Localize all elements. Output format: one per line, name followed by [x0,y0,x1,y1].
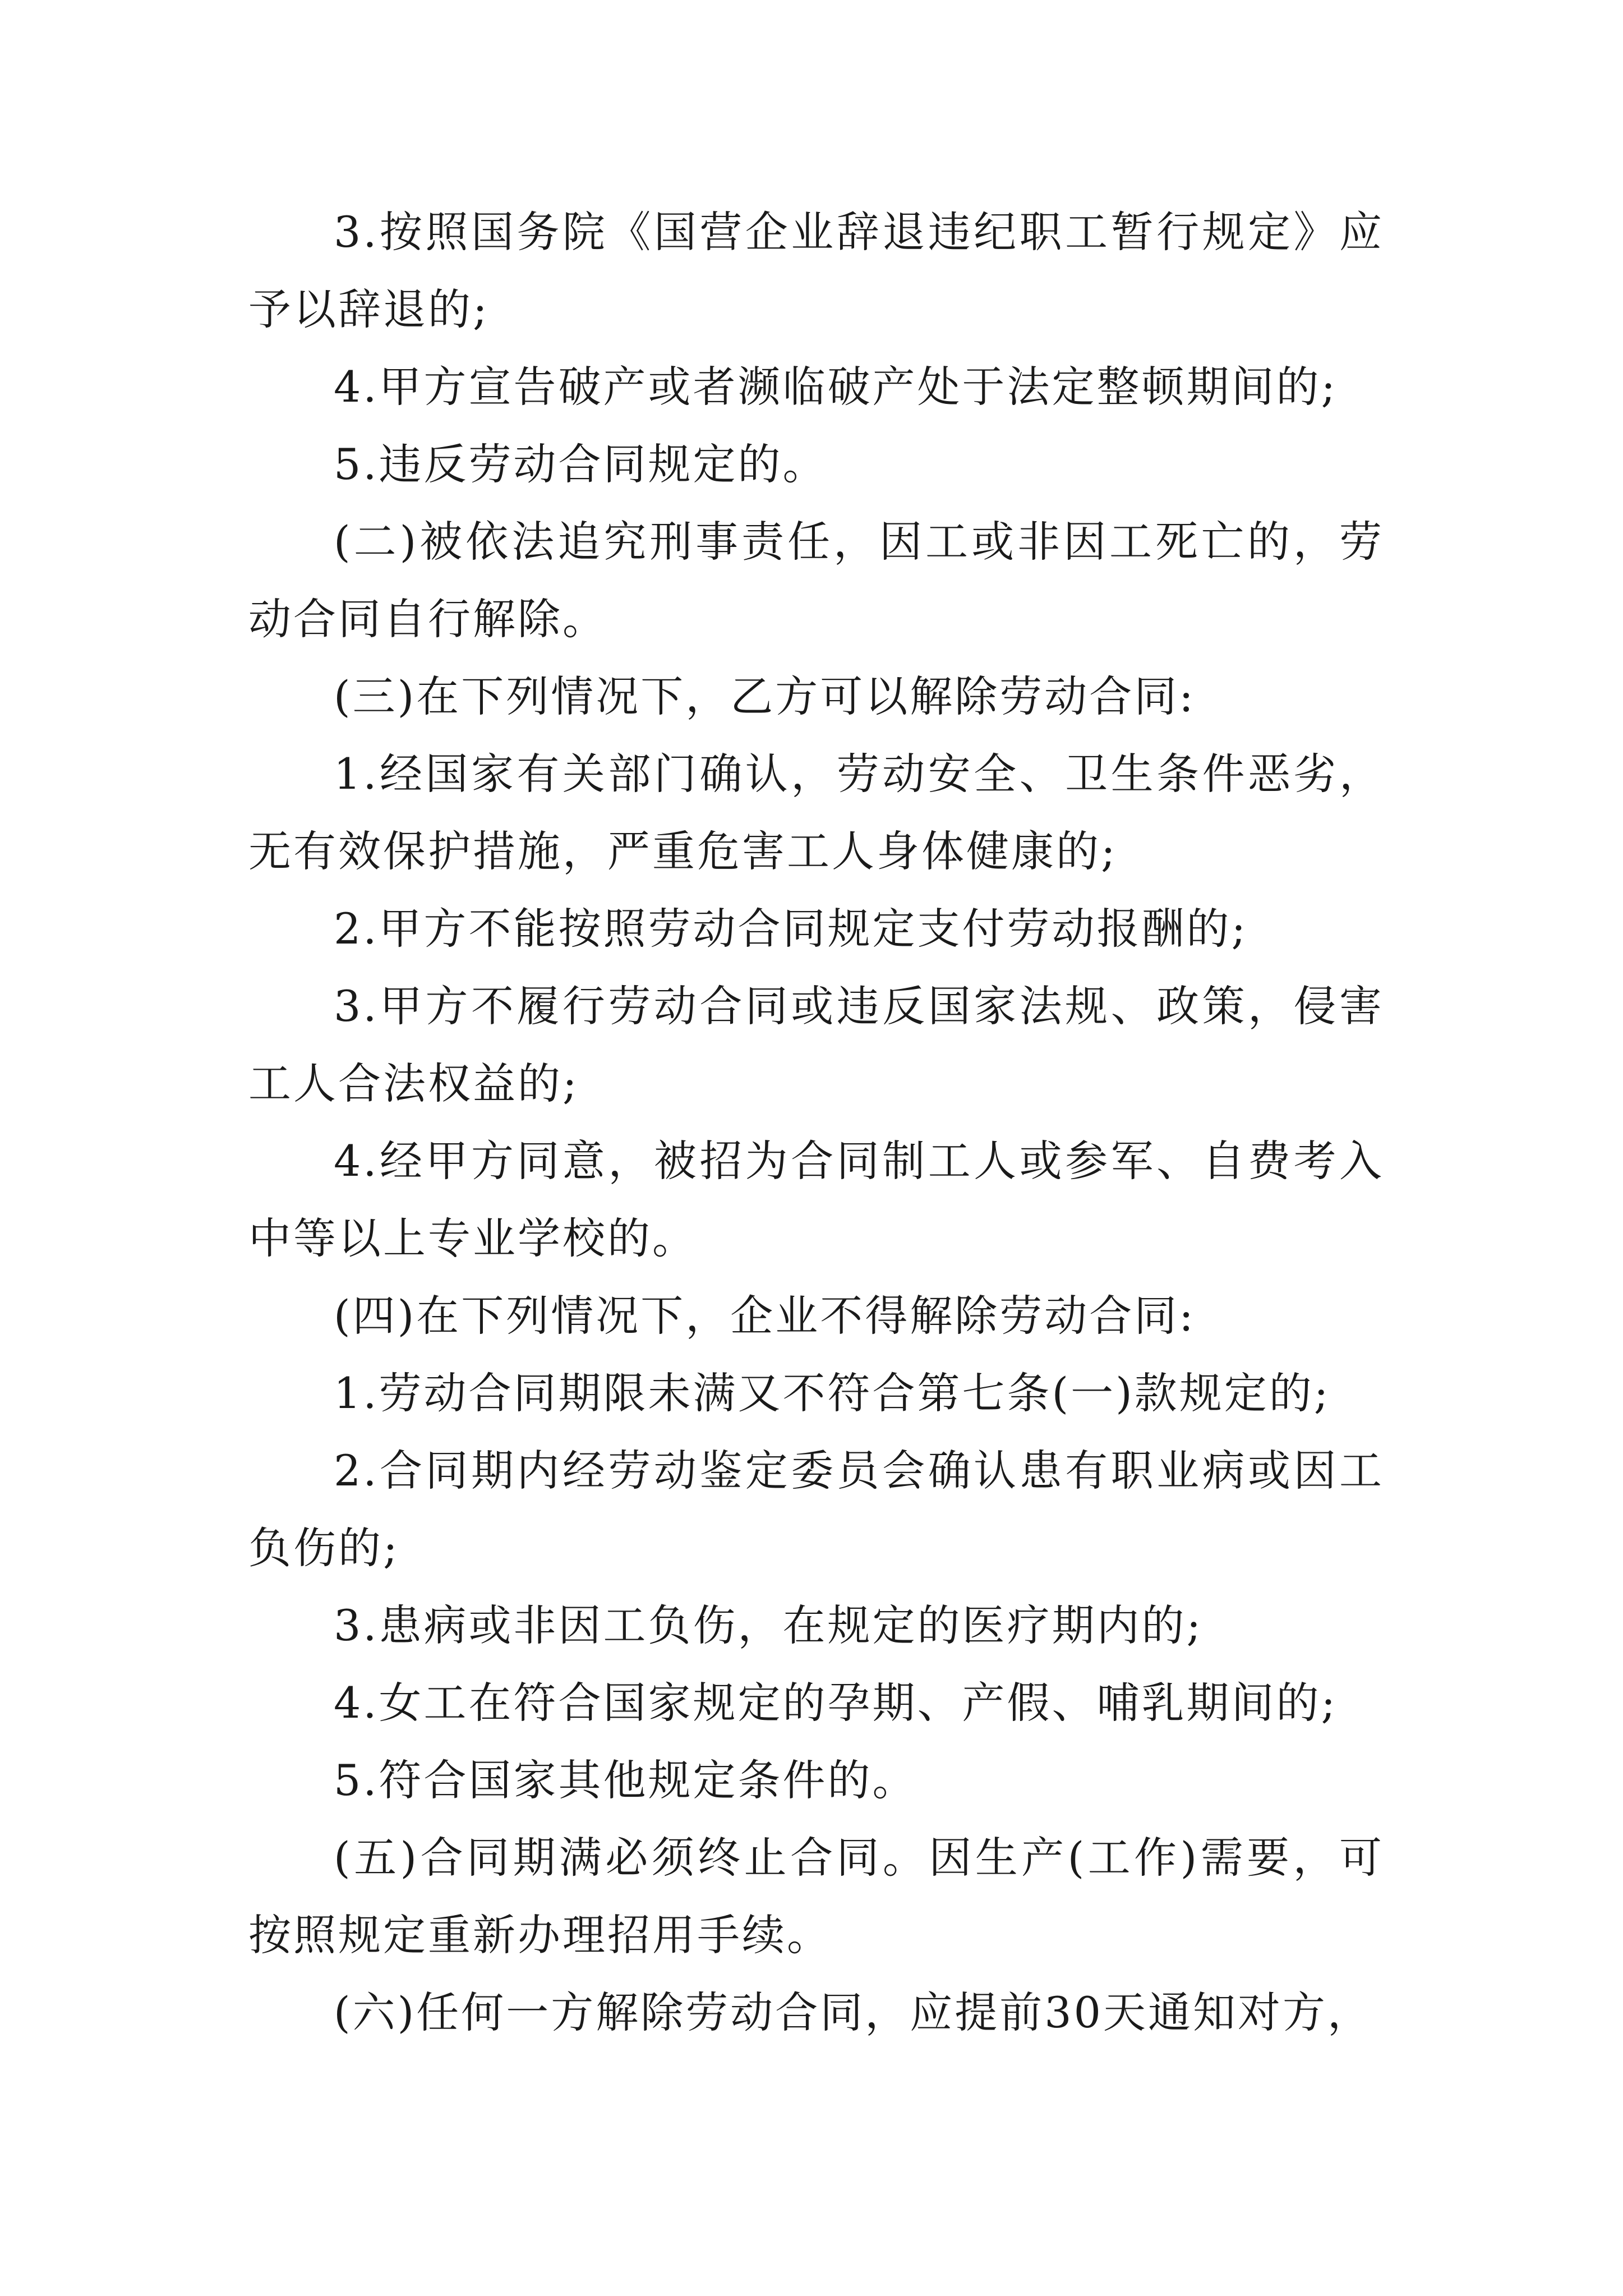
paragraph-section-4-item-2: 2.合同期内经劳动鉴定委员会确认患有职业病或因工负伤的; [248,1446,1384,1573]
paragraph-section-3-item-1: 1.经国家有关部门确认，劳动安全、卫生条件恶劣，无有效保护措施，严重危害工人身体健康的; [248,749,1384,876]
paragraph-section-6-notice: (六)任何一方解除劳动合同，应提前30天通知对方， [334,1987,1373,2037]
paragraph-item-3-dismissal: 3.按照国务院《国营企业辞退违纪职工暂行规定》应予以辞退的; [248,207,1384,334]
paragraph-section-2-automatic-termination: (二)被依法追究刑事责任，因工或非因工死亡的，劳动合同自行解除。 [248,517,1384,644]
paragraph-section-4-item-4: 4.女工在符合国家规定的孕期、产假、哺乳期间的; [334,1678,1338,1728]
paragraph-section-3-item-2: 2.甲方不能按照劳动合同规定支付劳动报酬的; [334,904,1248,954]
paragraph-item-4-bankruptcy: 4.甲方宣告破产或者濒临破产处于法定整顿期间的; [334,362,1338,412]
paragraph-section-4-heading: (四)在下列情况下，企业不得解除劳动合同: [334,1291,1196,1341]
paragraph-section-3-item-4: 4.经甲方同意，被招为合同制工人或参军、自费考入中等以上专业学校的。 [248,1136,1384,1263]
paragraph-item-5-violation: 5.违反劳动合同规定的。 [334,439,828,489]
document-body [248,194,1384,2051]
paragraph-section-4-item-5: 5.符合国家其他规定条件的。 [334,1755,917,1805]
paragraph-section-3-heading: (三)在下列情况下，乙方可以解除劳动合同: [334,671,1196,721]
paragraph-section-4-item-3: 3.患病或非因工负伤，在规定的医疗期内的; [334,1600,1204,1650]
paragraph-section-5-expiry: (五)合同期满必须终止合同。因生产(工作)需要，可按照规定重新办理招用手续。 [248,1833,1384,1960]
paragraph-section-4-item-1: 1.劳动合同期限未满又不符合第七条(一)款规定的; [334,1368,1331,1418]
paragraph-section-3-item-3: 3.甲方不履行劳动合同或违反国家法规、政策，侵害工人合法权益的; [248,981,1384,1108]
